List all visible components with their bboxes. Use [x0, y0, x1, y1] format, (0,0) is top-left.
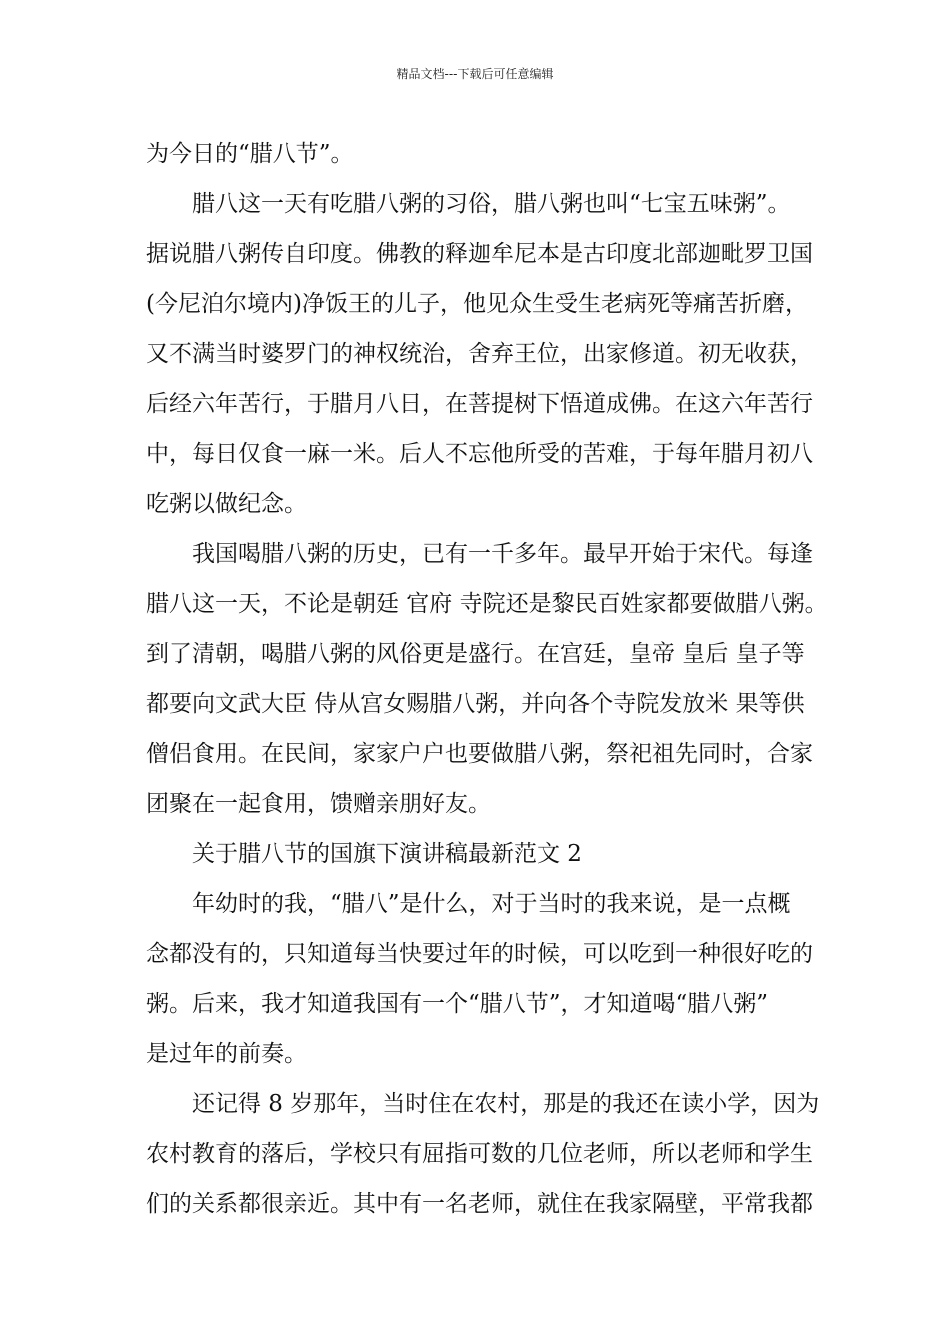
text-line: 到了清朝，喝腊八粥的风俗更是盛行。在宫廷，皇帝 皇后 皇子等 — [146, 641, 805, 667]
paragraph-start: 还记得 8 岁那年，当时住在农村，那是的我还在读小学，因为 — [192, 1091, 820, 1117]
text-line: (今尼泊尔境内)净饭王的儿子，他见众生受生老病死等痛苦折磨， — [146, 291, 808, 317]
text-line: 念都没有的，只知道每当快要过年的时候，可以吃到一种很好吃的 — [146, 941, 813, 967]
text-line: 农村教育的落后，学校只有屈指可数的几位老师，所以老师和学生 — [146, 1141, 813, 1167]
text-line: 们的关系都很亲近。其中有一名老师，就住在我家隔壁，平常我都 — [146, 1191, 813, 1217]
text-line: 僧侣食用。在民间，家家户户也要做腊八粥，祭祀祖先同时，合家 — [146, 741, 813, 767]
text-line: 都要向文武大臣 侍从宫女赐腊八粥，并向各个寺院发放米 果等供 — [146, 691, 805, 717]
text-line: 为今日的“腊八节”。 — [146, 141, 354, 167]
text-line: 是过年的前奏。 — [146, 1041, 307, 1067]
paragraph-start: 腊八这一天有吃腊八粥的习俗，腊八粥也叫“七宝五味粥”。 — [192, 191, 791, 217]
text-line: 吃粥以做纪念。 — [146, 491, 307, 517]
text-line: 又不满当时婆罗门的神权统治，舍弃王位，出家修道。初无收获， — [146, 341, 813, 367]
text-line: 后经六年苦行，于腊月八日，在菩提树下悟道成佛。在这六年苦行 — [146, 391, 813, 417]
text-line: 中，每日仅食一麻一米。后人不忘他所受的苦难，于每年腊月初八 — [146, 441, 813, 467]
paragraph-start: 我国喝腊八粥的历史，已有一千多年。最早开始于宋代。每逢 — [192, 541, 813, 567]
document-body — [146, 129, 828, 1229]
paragraph-start: 年幼时的我，“腊八”是什么，对于当时的我来说，是一点概 — [192, 891, 791, 917]
text-line: 据说腊八粥传自印度。佛教的释迦牟尼本是古印度北部迦毗罗卫国 — [146, 241, 813, 267]
section-heading: 关于腊八节的国旗下演讲稿最新范文 2 — [192, 841, 582, 867]
text-line: 腊八这一天，不论是朝廷 官府 寺院还是黎民百姓家都要做腊八粥。 — [146, 591, 828, 617]
page-header: 精品文档---下载后可任意编辑 — [396, 67, 554, 81]
text-line: 团聚在一起食用，馈赠亲朋好友。 — [146, 791, 491, 817]
text-line: 粥。后来，我才知道我国有一个“腊八节”，才知道喝“腊八粥” — [146, 991, 769, 1017]
